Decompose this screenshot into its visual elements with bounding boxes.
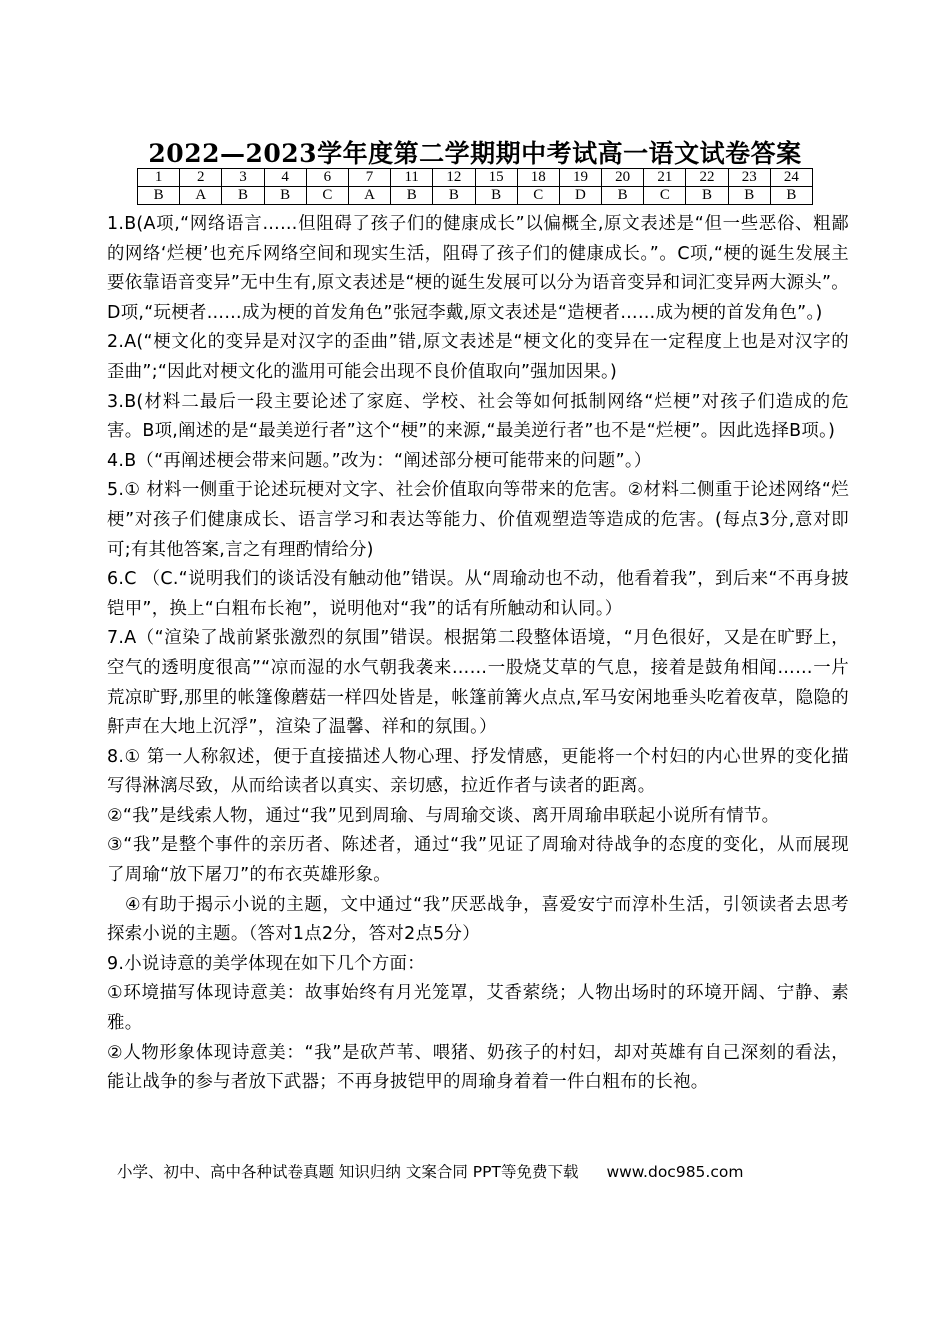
question-number-cell: 22 [686, 169, 728, 187]
answer-cell: D [559, 187, 601, 205]
answer-paragraph-q4: 4.B（“再阐述梗会带来问题。”改为：“阐述部分梗可能带来的问题”。） [107, 450, 652, 471]
answer-cell: B [138, 187, 180, 205]
question-number-cell: 2 [180, 169, 222, 187]
question-number-cell: 18 [517, 169, 559, 187]
question-number-row [138, 169, 813, 187]
question-number-cell: 12 [433, 169, 475, 187]
answer-paragraph-q8-point2: ②“我”是线索人物，通过“我”见到周瑜、与周瑜交谈、离开周瑜串联起小说所有情节。 [107, 805, 780, 826]
answer-cell: B [770, 187, 812, 205]
question-number-cell: 24 [770, 169, 812, 187]
answer-cell: C [517, 187, 559, 205]
answer-paragraph-q8-point3: ③“我”是整个事件的亲历者、陈述者，通过“我”见证了周瑜对待战争的态度的变化，从而展现了周瑜“放下屠刀”的布衣英雄形象。 [107, 835, 849, 886]
question-number-cell: 7 [348, 169, 390, 187]
answer-paragraph-q9-intro: 9.小说诗意的美学体现在如下几个方面： [107, 953, 425, 974]
answer-paragraph-q5: 5.① 材料一侧重于论述玩梗对文字、社会价值取向等带来的危害。②材料二侧重于论述网络“烂梗”对孩子们健康成长、语言学习和表达等能力、价值观塑造等造成的危害。(每点3分,意对即可;有其他答案,言之有理酌情给分) [107, 480, 849, 560]
answer-paragraph-q6: 6.C （C.“说明我们的谈话没有触动他”错误。从“周瑜动也不动，他看着我”，到后来“不再身披铠甲”，换上“白粗布长袍”，说明他对“我”的话有所触动和认同。） [107, 569, 849, 619]
answer-paragraph-q7: 7.A（“渲染了战前紧张激烈的氛围”错误。根据第二段整体语境，“月色很好，又是在旷野上，空气的透明度很高”“凉而湿的水气朝我袭来……一股烧艾草的气息，接着是鼓角相闻……一片荒凉旷野,那里的帐篷像蘑菇一样四处皆是，帐篷前篝火点点,军马安闲地垂头吃着夜草，隐隐的鼾声在大地上沉浮”，渲染了温馨、祥和的氛围。） [107, 628, 849, 738]
answer-paragraph-q8-point1: 8.① 第一人称叙述，便于直接描述人物心理、抒发情感，更能将一个村妇的内心世界的变化描写得淋漓尽致，从而给读者以真实、亲切感，拉近作者与读者的距离。 [107, 746, 849, 797]
question-number-cell: 11 [391, 169, 433, 187]
answer-cell: A [348, 187, 390, 205]
answer-paragraph-q8-point4: ④有助于揭示小说的主题，文中通过“我”厌恶战争，喜爱安宁而淳朴生活，引领读者去思考探索小说的主题。（答对1点2分，答对2点5分） [107, 894, 849, 945]
answer-paragraph-q1: 1.B(A项,“网络语言……但阻碍了孩子们的健康成长”以偏概全,原文表述是“但一些恶俗、粗鄙的网络‘烂梗’也充斥网络空间和现实生活，阻碍了孩子们的健康成长。”。C项,“梗的诞生发展主要依靠语音变异”无中生有,原文表述是“梗的诞生发展可以分为语音变异和词汇变异两大源头”。D项,“玩梗者……成为梗的首发角色”张冠李戴,原文表述是“造梗者……成为梗的首发角色”。) [107, 214, 849, 323]
question-number-cell: 3 [222, 169, 264, 187]
answer-cell: B [602, 187, 644, 205]
answer-cell: A [180, 187, 222, 205]
question-number-cell: 6 [306, 169, 348, 187]
answer-cell: C [644, 187, 686, 205]
footer-text: 小学、初中、高中各种试卷真题 知识归纳 文案合同 PPT等免费下载 [117, 1163, 579, 1181]
question-number-cell: 1 [138, 169, 180, 187]
answer-cell: B [264, 187, 306, 205]
answer-paragraph-q3: 3.B(材料二最后一段主要论述了家庭、学校、社会等如何抵制网络“烂梗”对孩子们造成的危害。B项,阐述的是“最美逆行者”这个“梗”的来源,“最美逆行者”也不是“烂梗”。因此选择B项。) [107, 391, 849, 442]
answer-cell: B [686, 187, 728, 205]
answer-explanations [107, 210, 849, 1098]
answer-cell: C [306, 187, 348, 205]
page-footer [117, 1160, 857, 1182]
question-number-cell: 19 [559, 169, 601, 187]
answer-cell: B [475, 187, 517, 205]
footer-site-link[interactable]: www.doc985.com [606, 1163, 744, 1181]
answer-cell: B [728, 187, 770, 205]
page-title: 2022—2023学年度第二学期期中考试高一语文试卷答案 [148, 139, 802, 168]
answer-cell: B [433, 187, 475, 205]
answer-key-table [137, 168, 813, 205]
question-number-cell: 23 [728, 169, 770, 187]
answer-cell: B [222, 187, 264, 205]
answer-paragraph-q9-point1: ①环境描写体现诗意美：故事始终有月光笼罩，艾香萦绕；人物出场时的环境开阔、宁静、素雅。 [107, 983, 849, 1034]
answer-paragraph-q2: 2.A(“梗文化的变异是对汉字的歪曲”错,原文表述是“梗文化的变异在一定程度上也是对汉字的歪曲”;“因此对梗文化的滥用可能会出现不良价值取向”强加因果。) [107, 332, 849, 382]
question-number-cell: 4 [264, 169, 306, 187]
answer-paragraph-q9-point2: ②人物形象体现诗意美：“我”是砍芦苇、喂猪、奶孩子的村妇，却对英雄有自己深刻的看法，能让战争的参与者放下武器；不再身披铠甲的周瑜身着着一件白粗布的长袍。 [107, 1042, 849, 1093]
question-number-cell: 20 [602, 169, 644, 187]
question-number-cell: 21 [644, 169, 686, 187]
answer-row [138, 187, 813, 205]
answer-cell: B [391, 187, 433, 205]
question-number-cell: 15 [475, 169, 517, 187]
